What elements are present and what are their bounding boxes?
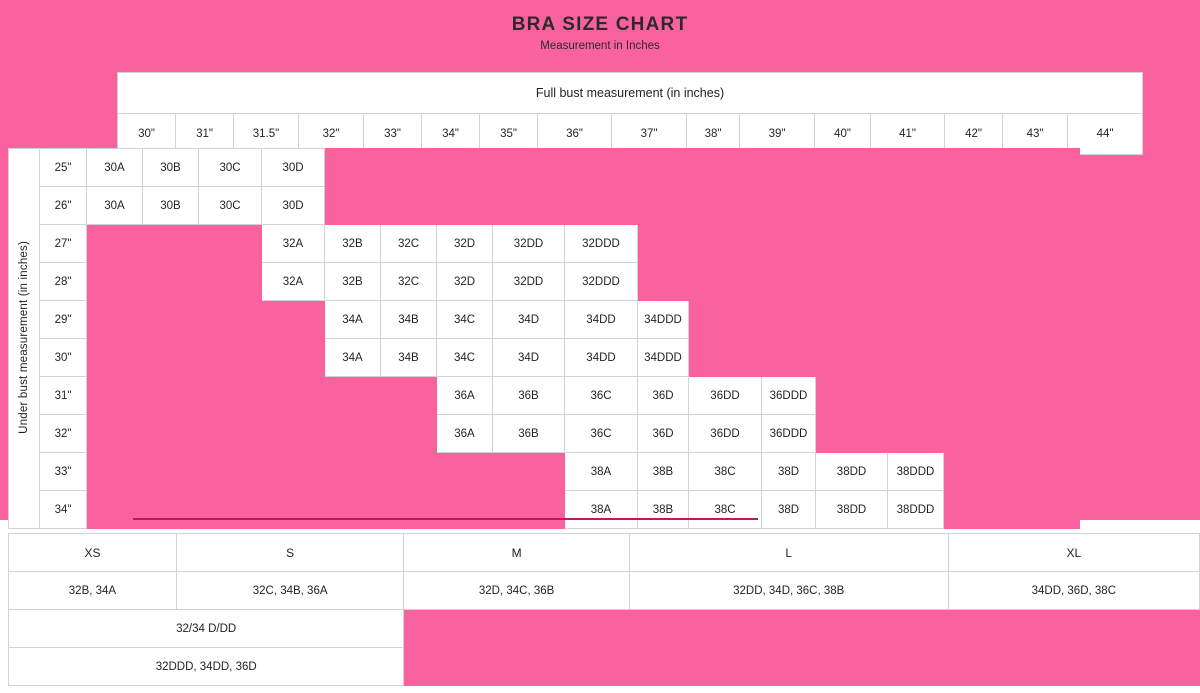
under-bust-row-label: 30" <box>40 339 87 377</box>
size-range-table <box>8 533 1200 686</box>
under-bust-row-label: 28" <box>40 263 87 301</box>
size-cell-empty <box>143 339 199 377</box>
under-bust-row-label: 31" <box>40 377 87 415</box>
size-cell: 38B <box>638 491 689 529</box>
size-matrix-table <box>8 148 1080 529</box>
table-row <box>9 339 1080 377</box>
bust-col-header: 30" <box>118 114 176 155</box>
size-cell: 30A <box>87 149 143 187</box>
bust-col-header: 33" <box>364 114 422 155</box>
size-cell-empty <box>944 339 1007 377</box>
size-cell-empty <box>816 263 888 301</box>
size-cell-empty <box>816 187 888 225</box>
size-cell: 36DDD <box>762 377 816 415</box>
size-range-header: XL <box>948 534 1199 572</box>
size-cell-empty <box>143 491 199 529</box>
size-cell-empty <box>381 491 437 529</box>
size-cell-empty <box>888 415 944 453</box>
size-range-row <box>9 648 1200 686</box>
size-cell: 38D <box>762 453 816 491</box>
size-cell: 34C <box>437 339 493 377</box>
size-cell-empty <box>437 491 493 529</box>
size-cell: 32B <box>325 263 381 301</box>
size-cell-empty <box>1007 263 1080 301</box>
size-cell-empty <box>325 453 381 491</box>
bust-col-header: 38" <box>687 114 740 155</box>
bust-col-header: 42" <box>945 114 1003 155</box>
size-cell-empty <box>437 187 493 225</box>
size-cell: 36B <box>493 377 565 415</box>
size-cell: 38A <box>565 491 638 529</box>
size-cell-empty <box>87 225 143 263</box>
size-cell: 30B <box>143 187 199 225</box>
size-cell-empty <box>493 491 565 529</box>
size-cell-empty <box>888 301 944 339</box>
under-bust-row-label: 32" <box>40 415 87 453</box>
size-cell-empty <box>325 149 381 187</box>
size-cell: 34DD <box>565 301 638 339</box>
size-cell-empty <box>1007 491 1080 529</box>
size-cell: 32C <box>381 263 437 301</box>
bust-col-header: 36" <box>538 114 612 155</box>
bust-col-header: 35" <box>480 114 538 155</box>
bust-col-header: 43" <box>1003 114 1068 155</box>
size-cell: 36A <box>437 415 493 453</box>
size-cell-empty <box>816 225 888 263</box>
size-cell: 34D <box>493 339 565 377</box>
size-cell: 38DD <box>816 491 888 529</box>
table-row <box>9 491 1080 529</box>
size-cell-empty <box>143 263 199 301</box>
size-cell: 38A <box>565 453 638 491</box>
table-row <box>9 453 1080 491</box>
chart-header <box>0 14 1200 52</box>
size-cell-empty <box>944 301 1007 339</box>
bust-col-header: 31" <box>176 114 234 155</box>
size-cell-empty <box>199 225 262 263</box>
accent-underline <box>133 518 758 520</box>
size-cell-empty <box>143 301 199 339</box>
size-cell: 34A <box>325 339 381 377</box>
size-cell: 36B <box>493 415 565 453</box>
size-cell-empty <box>816 377 888 415</box>
size-cell: 34C <box>437 301 493 339</box>
size-cell-empty <box>1007 149 1080 187</box>
size-cell-empty <box>816 301 888 339</box>
size-cell-empty <box>762 301 816 339</box>
size-cell-empty <box>199 339 262 377</box>
size-cell-empty <box>199 453 262 491</box>
size-cell-empty <box>87 453 143 491</box>
size-cell: 30B <box>143 149 199 187</box>
size-cell-empty <box>493 149 565 187</box>
size-cell: 32A <box>262 263 325 301</box>
size-cell-empty <box>944 149 1007 187</box>
size-cell-empty <box>381 453 437 491</box>
size-cell-empty <box>816 415 888 453</box>
size-cell-empty <box>199 263 262 301</box>
size-cell: 34B <box>381 339 437 377</box>
size-cell: 38D <box>762 491 816 529</box>
size-cell: 36D <box>638 415 689 453</box>
size-cell-empty <box>816 149 888 187</box>
size-cell-empty <box>493 187 565 225</box>
table-row <box>9 301 1080 339</box>
size-cell-empty <box>762 187 816 225</box>
size-cell-empty <box>325 377 381 415</box>
size-cell-empty <box>262 377 325 415</box>
size-range-header: L <box>629 534 948 572</box>
size-cell: 32DDD <box>565 225 638 263</box>
under-bust-axis-label-text: Under bust measurement (in inches) <box>18 240 30 434</box>
size-cell-empty <box>199 301 262 339</box>
size-cell-empty <box>262 415 325 453</box>
size-cell: 36C <box>565 415 638 453</box>
size-cell-empty <box>1007 187 1080 225</box>
size-cell-empty <box>199 377 262 415</box>
size-cell-empty <box>1007 225 1080 263</box>
size-cell: 36C <box>565 377 638 415</box>
size-cell-empty <box>262 339 325 377</box>
size-cell-empty <box>638 149 689 187</box>
size-cell-empty <box>437 453 493 491</box>
bust-col-header: 31.5" <box>234 114 299 155</box>
size-cell: 38B <box>638 453 689 491</box>
size-cell-empty <box>638 263 689 301</box>
size-cell-empty <box>1007 377 1080 415</box>
size-range-cell: 32D, 34C, 36B <box>404 572 629 610</box>
size-cell-empty <box>325 187 381 225</box>
size-cell: 32DD <box>493 263 565 301</box>
size-cell-empty <box>199 491 262 529</box>
size-cell-empty <box>1007 301 1080 339</box>
size-cell-empty <box>888 187 944 225</box>
under-bust-row-label: 25" <box>40 149 87 187</box>
size-cell-empty <box>689 301 762 339</box>
size-cell-empty <box>944 377 1007 415</box>
size-cell: 30C <box>199 187 262 225</box>
size-cell-empty <box>199 415 262 453</box>
size-cell-empty <box>689 187 762 225</box>
size-range-header: XS <box>9 534 177 572</box>
size-cell-empty <box>565 187 638 225</box>
bust-col-header: 39" <box>740 114 815 155</box>
table-row <box>9 415 1080 453</box>
size-cell: 32D <box>437 225 493 263</box>
size-range-cell: 32B, 34A <box>9 572 177 610</box>
size-cell: 30C <box>199 149 262 187</box>
size-range-cell: 34DD, 36D, 38C <box>948 572 1199 610</box>
size-range-cell: 32DDD, 34DD, 36D <box>9 648 404 686</box>
size-cell: 36DD <box>689 377 762 415</box>
size-cell-empty <box>638 225 689 263</box>
bust-col-header: 37" <box>612 114 687 155</box>
size-cell-empty <box>143 415 199 453</box>
size-cell: 34DD <box>565 339 638 377</box>
size-cell: 36DDD <box>762 415 816 453</box>
size-cell: 36A <box>437 377 493 415</box>
under-bust-row-label: 33" <box>40 453 87 491</box>
size-cell-empty <box>381 149 437 187</box>
size-cell: 38C <box>689 453 762 491</box>
size-range-cell: 32DD, 34D, 36C, 38B <box>629 572 948 610</box>
size-cell-empty <box>87 301 143 339</box>
size-cell-empty <box>689 149 762 187</box>
size-cell-empty <box>944 453 1007 491</box>
full-bust-header-table <box>117 72 1143 155</box>
table-row <box>9 149 1080 187</box>
size-cell-empty <box>437 149 493 187</box>
bust-col-header: 44" <box>1068 114 1143 155</box>
size-cell-empty <box>87 491 143 529</box>
bust-col-header: 34" <box>422 114 480 155</box>
size-cell-empty <box>689 225 762 263</box>
size-cell: 34DDD <box>638 301 689 339</box>
size-cell-empty <box>1007 415 1080 453</box>
size-cell-empty <box>381 415 437 453</box>
size-cell-empty <box>944 263 1007 301</box>
size-cell-empty <box>944 225 1007 263</box>
bust-col-header: 41" <box>871 114 945 155</box>
size-cell: 34A <box>325 301 381 339</box>
size-cell-empty <box>565 149 638 187</box>
size-cell: 36D <box>638 377 689 415</box>
size-cell-empty <box>325 415 381 453</box>
size-range-cell-empty <box>404 648 629 686</box>
table-row <box>9 225 1080 263</box>
under-bust-row-label: 34" <box>40 491 87 529</box>
size-cell-empty <box>762 149 816 187</box>
size-cell: 34DDD <box>638 339 689 377</box>
size-cell-empty <box>944 415 1007 453</box>
size-range-cell: 32/34 D/DD <box>9 610 404 648</box>
size-range-row <box>9 610 1200 648</box>
size-cell-empty <box>87 377 143 415</box>
size-range-header: S <box>176 534 403 572</box>
size-cell-empty <box>816 339 888 377</box>
size-cell: 34B <box>381 301 437 339</box>
size-cell-empty <box>888 225 944 263</box>
size-cell: 32D <box>437 263 493 301</box>
size-cell-empty <box>87 415 143 453</box>
size-range-row <box>9 572 1200 610</box>
size-cell-empty <box>762 263 816 301</box>
size-cell-empty <box>888 339 944 377</box>
size-cell-empty <box>689 263 762 301</box>
bust-header-row <box>118 73 1143 114</box>
under-bust-row-label: 26" <box>40 187 87 225</box>
size-cell: 30A <box>87 187 143 225</box>
size-cell-empty <box>87 339 143 377</box>
full-bust-header-label: Full bust measurement (in inches) <box>118 73 1143 114</box>
table-row <box>9 377 1080 415</box>
size-cell: 38DD <box>816 453 888 491</box>
size-cell-empty <box>762 225 816 263</box>
size-cell-empty <box>262 453 325 491</box>
under-bust-row-label: 29" <box>40 301 87 339</box>
size-cell-empty <box>262 491 325 529</box>
bust-col-header: 40" <box>815 114 871 155</box>
under-bust-row-label: 27" <box>40 225 87 263</box>
size-cell: 36DD <box>689 415 762 453</box>
under-bust-axis-label <box>9 149 40 529</box>
size-cell-empty <box>888 149 944 187</box>
page-subtitle: Measurement in Inches <box>540 40 660 52</box>
size-cell: 32A <box>262 225 325 263</box>
size-cell-empty <box>325 491 381 529</box>
size-range-cell-empty <box>629 610 948 648</box>
size-cell-empty <box>689 339 762 377</box>
size-cell-empty <box>888 377 944 415</box>
size-cell-empty <box>87 263 143 301</box>
size-cell-empty <box>143 453 199 491</box>
size-cell-empty <box>944 187 1007 225</box>
size-cell-empty <box>381 377 437 415</box>
size-cell-empty <box>262 301 325 339</box>
size-range-cell-empty <box>948 648 1199 686</box>
size-cell-empty <box>143 225 199 263</box>
size-cell-empty <box>1007 453 1080 491</box>
size-cell: 30D <box>262 187 325 225</box>
size-cell-empty <box>638 187 689 225</box>
size-range-header-row <box>9 534 1200 572</box>
size-range-cell: 32C, 34B, 36A <box>176 572 403 610</box>
size-range-cell-empty <box>629 648 948 686</box>
size-cell: 38DDD <box>888 491 944 529</box>
table-row <box>9 263 1080 301</box>
size-cell-empty <box>493 453 565 491</box>
bust-col-header: 32" <box>299 114 364 155</box>
size-cell: 32C <box>381 225 437 263</box>
size-cell-empty <box>1007 339 1080 377</box>
size-cell: 38DDD <box>888 453 944 491</box>
size-cell: 32B <box>325 225 381 263</box>
size-cell-empty <box>143 377 199 415</box>
size-cell: 32DD <box>493 225 565 263</box>
size-cell-empty <box>944 491 1007 529</box>
page-title: BRA SIZE CHART <box>511 14 689 35</box>
size-cell-empty <box>381 187 437 225</box>
table-row <box>9 187 1080 225</box>
size-cell: 38C <box>689 491 762 529</box>
size-cell: 30D <box>262 149 325 187</box>
size-cell: 34D <box>493 301 565 339</box>
size-cell-empty <box>762 339 816 377</box>
size-range-header: M <box>404 534 629 572</box>
size-range-cell-empty <box>948 610 1199 648</box>
size-cell-empty <box>888 263 944 301</box>
size-cell: 32DDD <box>565 263 638 301</box>
size-range-cell-empty <box>404 610 629 648</box>
